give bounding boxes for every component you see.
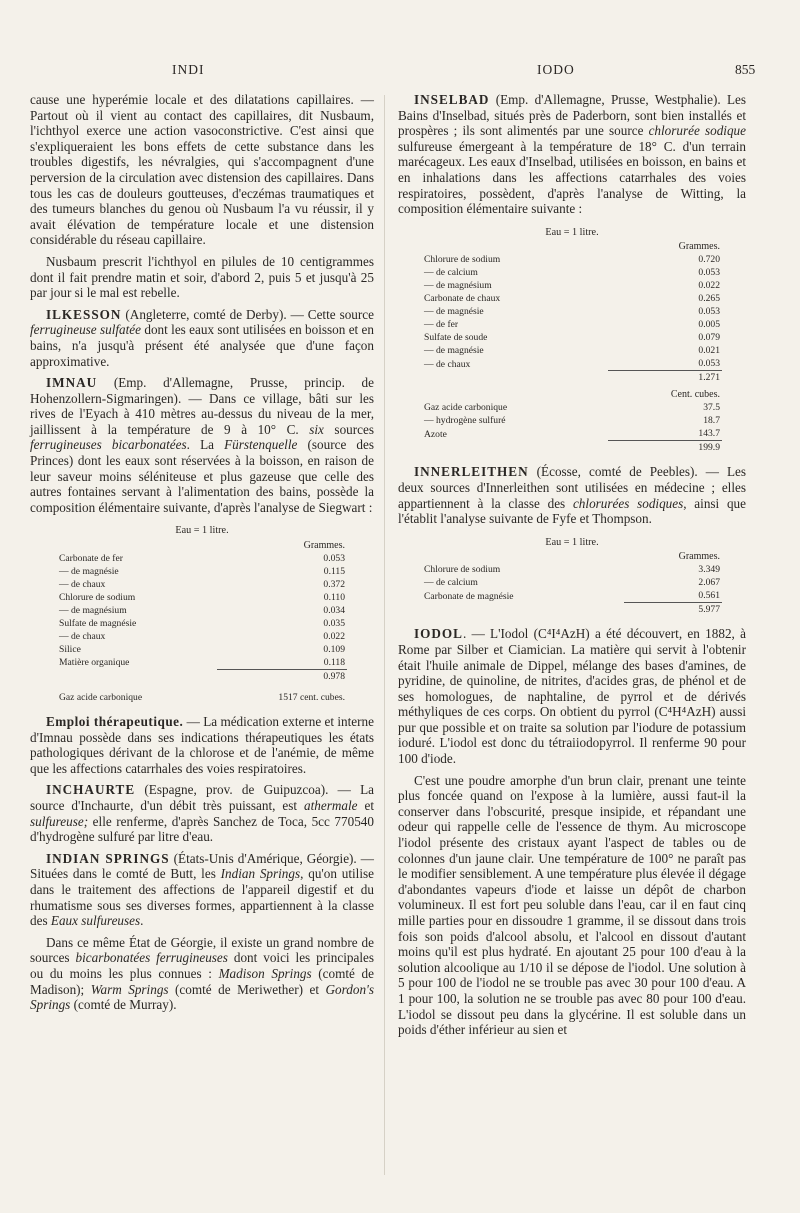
gas-value: 1517 cent. cubes. (278, 692, 345, 704)
entry-headword: INDIAN SPRINGS (46, 850, 170, 866)
table-row (422, 427, 722, 441)
paragraph-iodol-properties: C'est une poudre amorphe d'un brun clair, prenant une teinte plus foncée quand on l'expose à la lumière, aussi faut-il la conserver dans l'obscurité, presque insipide, et répandant une odeur qui rappelle celle de l'essence de thym. Au microscope l'iodol présente des cristaux ayant l'aspect de tables ou de colonnes d'un jaune clair. Une température de 100° ne paraît pas le modifier sensiblement. A une température plus élevée il dégage d'abondantes vapeurs d'iode et laisse un dépôt de charbon volumineux. Il est fort peu soluble dans l'eau, car il en faut cinq mille parties pour en dissoudre 1 gramme, il se dissout dans trois fois son poids d'alcool absolu, et l'alcool en dissout d'autant moins qu'il est plus hydraté. En ajoutant 25 pour 100 d'eau à la solution alcoolique au 1/10 il se dépose de l'iodol. Une solution à 5 pour 100 de l'iodol ne se trouble pas avec 30 pour 100 d'eau. A 1 pour 100, la solution ne se trouble pas avec 80 pour 100 d'eau. L'iodol se dissout peu dans la glycérine. Il est soluble dans un poids d'éther inférieur au sien et (398, 772, 746, 1038)
row-value: 0.022 (698, 280, 720, 292)
paragraph-georgia: Dans ce même État de Géorgie, il existe un grand nombre de sources bicarbonatées ferrugineuses dont voici les principales ou du moins les plus connues : Madison Springs (comté de Madison); Warm Springs (comté de Meriwether) et Gordon's Springs (comté de Murray). (30, 934, 375, 1013)
row-value: 0.005 (698, 319, 720, 331)
entry-headword: INCHAURTE (46, 782, 136, 798)
table-row (422, 331, 722, 344)
row-label: — hydrogène sulfuré (424, 415, 506, 427)
row-value: 0.372 (323, 579, 345, 591)
table-row (422, 253, 722, 266)
unit-label: Grammes. (303, 540, 345, 552)
row-label: — de chaux (424, 358, 471, 370)
unit-label: Grammes. (678, 551, 720, 563)
row-value: 0.118 (323, 657, 345, 669)
analysis-table-innerleithen (398, 535, 746, 617)
row-label: Carbonate de fer (59, 553, 123, 565)
row-value: 0.079 (698, 332, 720, 344)
row-label: Silice (59, 644, 81, 656)
row-label: — de calcium (424, 267, 478, 279)
row-value: 143.7 (698, 428, 720, 440)
row-label: — de calcium (424, 577, 478, 589)
analysis-table-inselbad (398, 225, 746, 455)
table-row (422, 305, 722, 318)
row-label: — de magnésium (424, 280, 492, 292)
gas-label: Gaz acide carbonique (59, 692, 143, 704)
row-value: 18.7 (703, 415, 720, 427)
table-row (57, 552, 347, 565)
row-label: Chlorure de sodium (424, 564, 501, 576)
table-row (422, 318, 722, 331)
entry-inselbad: INSELBAD (Emp. d'Allemagne, Prusse, Westphalie). Les Bains d'Inselbad, situés près de Paderborn, sont bien installés et prospères ; ils sont alimentés par une source chlorurée sodique sulfureuse émergeant à la température de 18° C. d'un terrain marécageux. Les eaux d'Inselbad, utilisées en boisson, en bains et en inhalations dans les affections catarrhales des voies respiratoires, possèdent, d'après l'analyse de Witting, la composition élémentaire suivante : (398, 92, 746, 217)
paragraph-ichthyol: cause une hyperémie locale et des dilatations capillaires. — Partout où il vient au contact des capillaires, dit Nusbaum, l'ichthyol exerce une action vasoconstrictive. C'est ainsi que s'expliqueraient les bons effets de cette substance dans les troubles digestifs, les névralgies, qui s'accompagnent d'une perversion de la circulation avec distension des capillaires. Dans tous les cas de douleurs goutteuses, d'eczémas traumatiques et des tumeurs blanches du genou où Nusbaum l'a vu réussir, il y avait élévation de température locale et une distension considérable du réseau capillaire. (30, 92, 374, 248)
entry-headword: INNERLEITHEN (414, 464, 529, 480)
table-title: Eau = 1 litre. (545, 226, 599, 238)
row-value: 0.053 (698, 358, 720, 370)
entry-indian-springs: INDIAN SPRINGS (États-Unis d'Amérique, Géorgie). — Situées dans le comté de Butt, les Indian Springs, qu'on utilise dans le traitement des affections de l'appareil digestif et du rhumatisme sous ses diverses formes, appartiennent à la classe des Eaux sulfureuses. (30, 850, 374, 929)
table-row (422, 292, 722, 305)
row-label: Carbonate de magnésie (424, 590, 514, 602)
gas-total: 199.9 (608, 441, 722, 455)
table-row (422, 266, 722, 279)
table-row (57, 630, 347, 643)
row-label: Gaz acide carbonique (424, 402, 508, 414)
unit-label: Cent. cubes. (670, 389, 720, 401)
entry-headword: Emploi thérapeutique. (46, 714, 184, 730)
table-row (57, 643, 347, 656)
composition-table (57, 539, 347, 704)
entry-headword: IODOL (414, 626, 463, 642)
page-header (0, 62, 800, 84)
row-value: 0.265 (698, 293, 720, 305)
row-value: 0.035 (323, 618, 345, 630)
table-row (57, 604, 347, 617)
row-value: 0.720 (698, 254, 720, 266)
table-total: 5.977 (624, 603, 722, 617)
column-divider (384, 95, 385, 1175)
entry-ilkesson: ILKESSON (Angleterre, comté de Derby). — Cette source ferrugineuse sulfatée dont les eaux sont utilisées en boisson et en bains, n'a jusqu'à présent été analysée que d'une façon approximative. (30, 306, 375, 369)
entry-innerleithen: INNERLEITHEN (Écosse, comté de Peebles). — Les deux sources d'Innerleithen sont utilisées en médecine ; elles appartiennent à la classe des chlorurées sodiques, ainsi que l'établit l'analyse suivante de Fyfe et Thompson. (398, 464, 747, 527)
row-value: 0.109 (323, 644, 345, 656)
row-value: 2.067 (698, 577, 720, 589)
composition-table (422, 240, 722, 454)
page-number: 855 (735, 62, 756, 77)
paragraph-dose: Nusbaum prescrit l'ichthyol en pilules de 10 centigrammes dont il fait prendre matin et soir, d'abord 2, puis 5 et jusqu'à 25 par jour si le mal est rebelle. (30, 253, 374, 301)
table-row (57, 617, 347, 630)
entry-inchaurte: INCHAURTE (Espagne, prov. de Guipuzcoa). — La source d'Inchaurte, d'un débit très puissant, est athermale et sulfureuse; elle renferme, d'après Sanchez de Toca, 5cc 770540 d'hydrogène sulfuré par litre d'eau. (30, 782, 374, 845)
row-value: 0.053 (698, 306, 720, 318)
entry-iodol: IODOL. — L'Iodol (C⁴I⁴AzH) a été découvert, en 1882, à Rome par Silber et Ciamician. La matière qui servit à l'obtenir était l'huile animale de Dippel, mélange des bases d'amines, de pyridine, de quinoline, de nitrites, d'acides gras, de phénol et de ses homologues, de naphtaline, de pyrrol et de dérivés méthyliques de ces corps. On obtient du pyrrol (C⁴H⁴AzH) aussi pur que possible et on traite sa solution par l'iodure de potassium ioduré. L'iodol est donc du tétraiiodopyrrol. Il renferme 90 pour 100 d'iode. (398, 626, 746, 767)
table-total: 1.271 (608, 371, 722, 385)
row-value: 0.053 (323, 553, 345, 565)
row-label: Chlorure de sodium (59, 592, 136, 604)
row-value: 0.115 (323, 566, 345, 578)
running-head-right: IODO (537, 62, 575, 77)
row-value: 0.561 (698, 590, 720, 602)
table-row (57, 656, 347, 670)
unit-label: Grammes. (678, 241, 720, 253)
row-label: Azote (424, 428, 447, 440)
table-row (422, 589, 722, 603)
row-label: Sulfate de magnésie (59, 618, 137, 630)
row-label: Sulfate de soude (424, 332, 488, 344)
row-label: Carbonate de chaux (424, 293, 501, 305)
analysis-table-imnau (30, 523, 374, 704)
entry-emploi: Emploi thérapeutique. — La médication externe et interne d'Imnau possède dans ses indications thérapeutiques les états pathologiques dérivant de la chlorose et de l'anémie, de même que les affections catarrhales des voies respiratoires. (30, 714, 374, 776)
table-row (57, 565, 347, 578)
entry-headword: IMNAU (46, 375, 98, 391)
row-label: Chlorure de sodium (424, 254, 501, 266)
row-value: 0.053 (698, 267, 720, 279)
row-label: — de magnésie (59, 566, 119, 578)
row-value: 0.021 (698, 345, 720, 357)
row-value: 0.110 (323, 592, 345, 604)
table-row (422, 414, 722, 427)
running-head-left: INDI (172, 62, 205, 77)
table-row (422, 357, 722, 371)
row-value: 3.349 (698, 564, 720, 576)
right-column (398, 92, 746, 1044)
row-value: 0.034 (323, 605, 345, 617)
table-row (422, 576, 722, 589)
row-label: Matière organique (59, 657, 130, 669)
row-label: — de fer (424, 319, 459, 331)
table-total: 0.978 (217, 670, 347, 684)
row-label: — de chaux (59, 631, 106, 643)
table-row (422, 279, 722, 292)
table-row (422, 563, 722, 576)
row-value: 37.5 (703, 402, 720, 414)
table-title: Eau = 1 litre. (175, 525, 229, 537)
table-row (422, 344, 722, 357)
entry-imnau: IMNAU (Emp. d'Allemagne, Prusse, princip. de Hohenzollern-Sigmaringen). — Dans ce village, bâti sur les rives de l'Eyach à 410 mètres au-dessus du niveau de la mer, jaillissent à la température de 9 à 10° C. six sources ferrugineuses bicarbonatées. La Fürstenquelle (source des Princes) dont les eaux sont réservées à la boisson, en raison de leur saveur moins séléniteuse et plus gazeuse que celle des autres fontaines servant à l'alimentation des bains, possède la composition élémentaire suivante, d'après l'analyse de Siegwart : (30, 375, 374, 515)
row-value: 0.022 (323, 631, 345, 643)
row-label: — de magnésium (59, 605, 127, 617)
row-label: — de magnésie (424, 345, 484, 357)
table-row (57, 578, 347, 591)
left-column (30, 92, 374, 1019)
entry-headword: ILKESSON (46, 306, 122, 322)
table-row (57, 591, 347, 604)
table-title: Eau = 1 litre. (545, 536, 599, 548)
row-label: — de chaux (59, 579, 106, 591)
composition-table (422, 550, 722, 616)
row-label: — de magnésie (424, 306, 484, 318)
entry-headword: INSELBAD (414, 92, 490, 107)
table-row (422, 401, 722, 414)
